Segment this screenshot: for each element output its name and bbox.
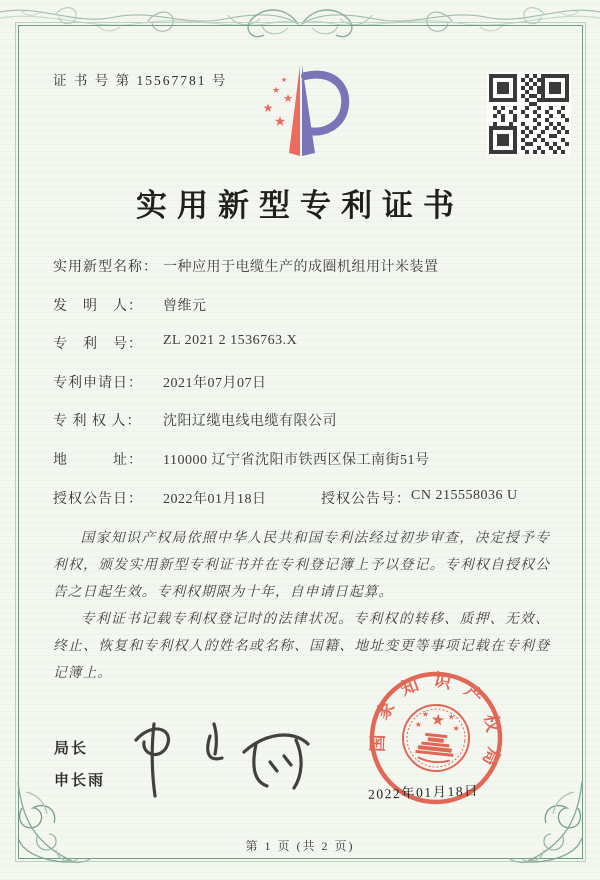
field-row-patentee: [53, 410, 555, 449]
svg-text:★: ★: [421, 709, 430, 720]
handwritten-signature: [118, 710, 328, 805]
legal-text: [53, 524, 550, 686]
field-value: 曾维元: [163, 298, 207, 314]
field-row-address: [53, 449, 555, 488]
commissioner-title: 局长: [54, 740, 89, 757]
top-border-ornament: [0, 0, 600, 44]
field-value: 2021年07月07日: [163, 375, 267, 391]
grant-no-label: 授权公告号：: [321, 491, 411, 507]
svg-text:★: ★: [429, 709, 447, 730]
svg-text:★: ★: [273, 114, 287, 130]
svg-text:★: ★: [283, 92, 293, 105]
certificate-number: 证 书 号 第 15567781 号: [53, 73, 228, 88]
field-label: 专利申请日：: [53, 375, 143, 391]
svg-text:★: ★: [262, 101, 274, 115]
seal-org-text: 国家知识产权局: [367, 669, 506, 781]
grant-date-value: 2022年01月18日: [163, 491, 267, 507]
cnipa-logo-icon: [253, 60, 353, 164]
svg-text:★: ★: [280, 76, 288, 84]
svg-text:★: ★: [414, 719, 423, 730]
grant-date-label: 授权公告日：: [53, 491, 143, 507]
field-row-filing-date: [53, 372, 555, 411]
svg-text:★: ★: [271, 86, 281, 96]
field-row-grant: [53, 488, 555, 527]
certificate-fields: [53, 256, 555, 526]
field-value: 一种应用于电缆生产的成圈机组用计米装置: [163, 260, 439, 275]
field-row-patent-no: [53, 333, 555, 372]
qr-code: [487, 72, 571, 156]
field-row-name: [53, 256, 555, 295]
paragraph-grant-statement: 国家知识产权局依照中华人民共和国专利法经过初步审查，决定授予专利权，颁发实用新型专利证书并在专利登记簿上予以登记。专利权自授权公告之日起生效。专利权期限为十年，自申请日起算。: [53, 530, 550, 599]
field-label: 专 利 号：: [53, 337, 143, 353]
svg-text:★: ★: [452, 723, 461, 734]
paragraph-register-statement: 专利证书记载专利权登记时的法律状况。专利权的转移、质押、无效、终止、恢复和专利权人的姓名或名称、国籍、地址变更等事项记载在专利登记簿上。: [53, 611, 550, 680]
field-value: ZL 2021 2 1536763.X: [163, 333, 298, 349]
field-row-inventor: [53, 295, 555, 334]
seal-date: 2022年01月18日: [367, 783, 480, 802]
field-label: 发 明 人：: [53, 298, 143, 314]
national-emblem-icon: [400, 702, 473, 775]
field-label: 专 利 权 人：: [53, 414, 142, 430]
field-value: 110000 辽宁省沈阳市铁西区保工南街51号: [163, 452, 430, 468]
certificate-title: 实用新型专利证书: [136, 188, 464, 223]
field-label: 地 址：: [53, 452, 143, 468]
svg-text:★: ★: [447, 712, 456, 722]
page-number: 第 1 页 (共 2 页): [245, 839, 355, 853]
field-value: 沈阳辽缆电线电缆有限公司: [163, 414, 337, 430]
field-label: 实用新型名称：: [53, 260, 158, 275]
commissioner-name: 申长雨: [54, 772, 106, 789]
grant-no-value: CN 215558036 U: [411, 487, 518, 503]
